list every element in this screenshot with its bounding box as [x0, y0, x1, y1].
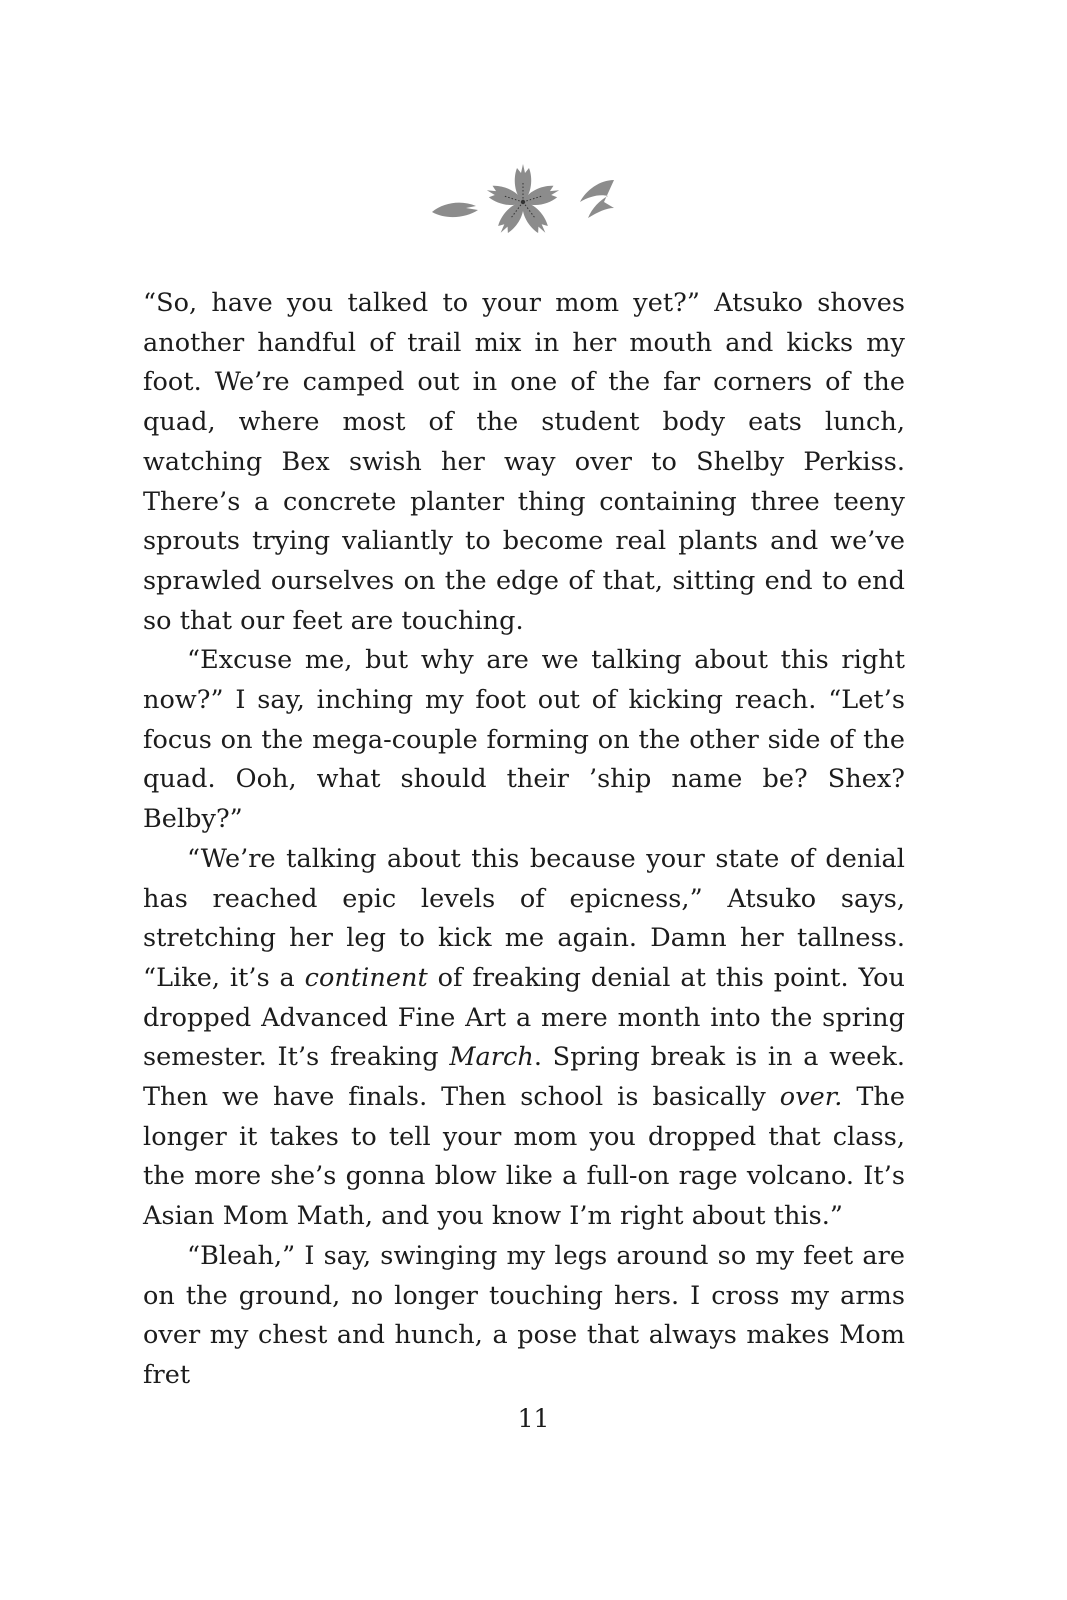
paragraph-text: . Spring break is in a week. Then we have finals. Then school is basically: [143, 1042, 906, 1113]
paragraph-text: “Excuse me, but why are we talking about this right now?” I say, inching my foot out of kicking reach. “Let’s focus on the mega-couple forming on the other side of the quad. Ooh, what should their ’ship name be? Shex? Belby?”: [143, 645, 905, 835]
italic-text: over.: [779, 1082, 843, 1113]
cherry-blossom-ornament-icon: [428, 150, 618, 246]
italic-text: continent: [304, 962, 428, 993]
paragraph-text: “We’re talking about this because your state of denial has reached epic levels of epicness,” Atsuko says, stretching her leg to kick me again. Damn her tallness. “Like, it’s a: [143, 843, 905, 993]
paragraph-text: of freaking denial at this point. You dropped Advanced Fine Art a mere month into the spring semester. It’s freaking: [143, 962, 905, 1073]
paragraph-text: “So, have you talked to your mom yet?” Atsuko shoves another handful of trail mix in her mouth and kicks my foot. We’re camped out in one of the far corners of the quad, where most of the student body eats lunch, watching Bex swish her way over to Shelby Perkiss. There’s a concrete planter thing containing three teeny sprouts trying valiantly to become real plants and we’ve sprawled ourselves on the edge of that, sitting end to end so that our feet are touching.: [143, 288, 905, 636]
paragraph: [143, 1237, 905, 1396]
page-number: 11: [517, 1404, 550, 1433]
body-text: [143, 284, 905, 1396]
italic-text: March: [449, 1042, 534, 1073]
paragraph-text: “Bleah,” I say, swinging my legs around so my feet are on the ground, no longer touching hers. I cross my arms over my chest and hunch, a pose that always makes Mom fret: [143, 1240, 905, 1390]
paragraph: [143, 284, 905, 641]
paragraph: [143, 641, 905, 840]
paragraph: [143, 840, 905, 1237]
paragraph-text: The longer it takes to tell your mom you dropped that class, the more she’s gonna blow like a full-on rage volcano. It’s Asian Mom Math, and you know I’m right about this.”: [143, 1082, 906, 1232]
